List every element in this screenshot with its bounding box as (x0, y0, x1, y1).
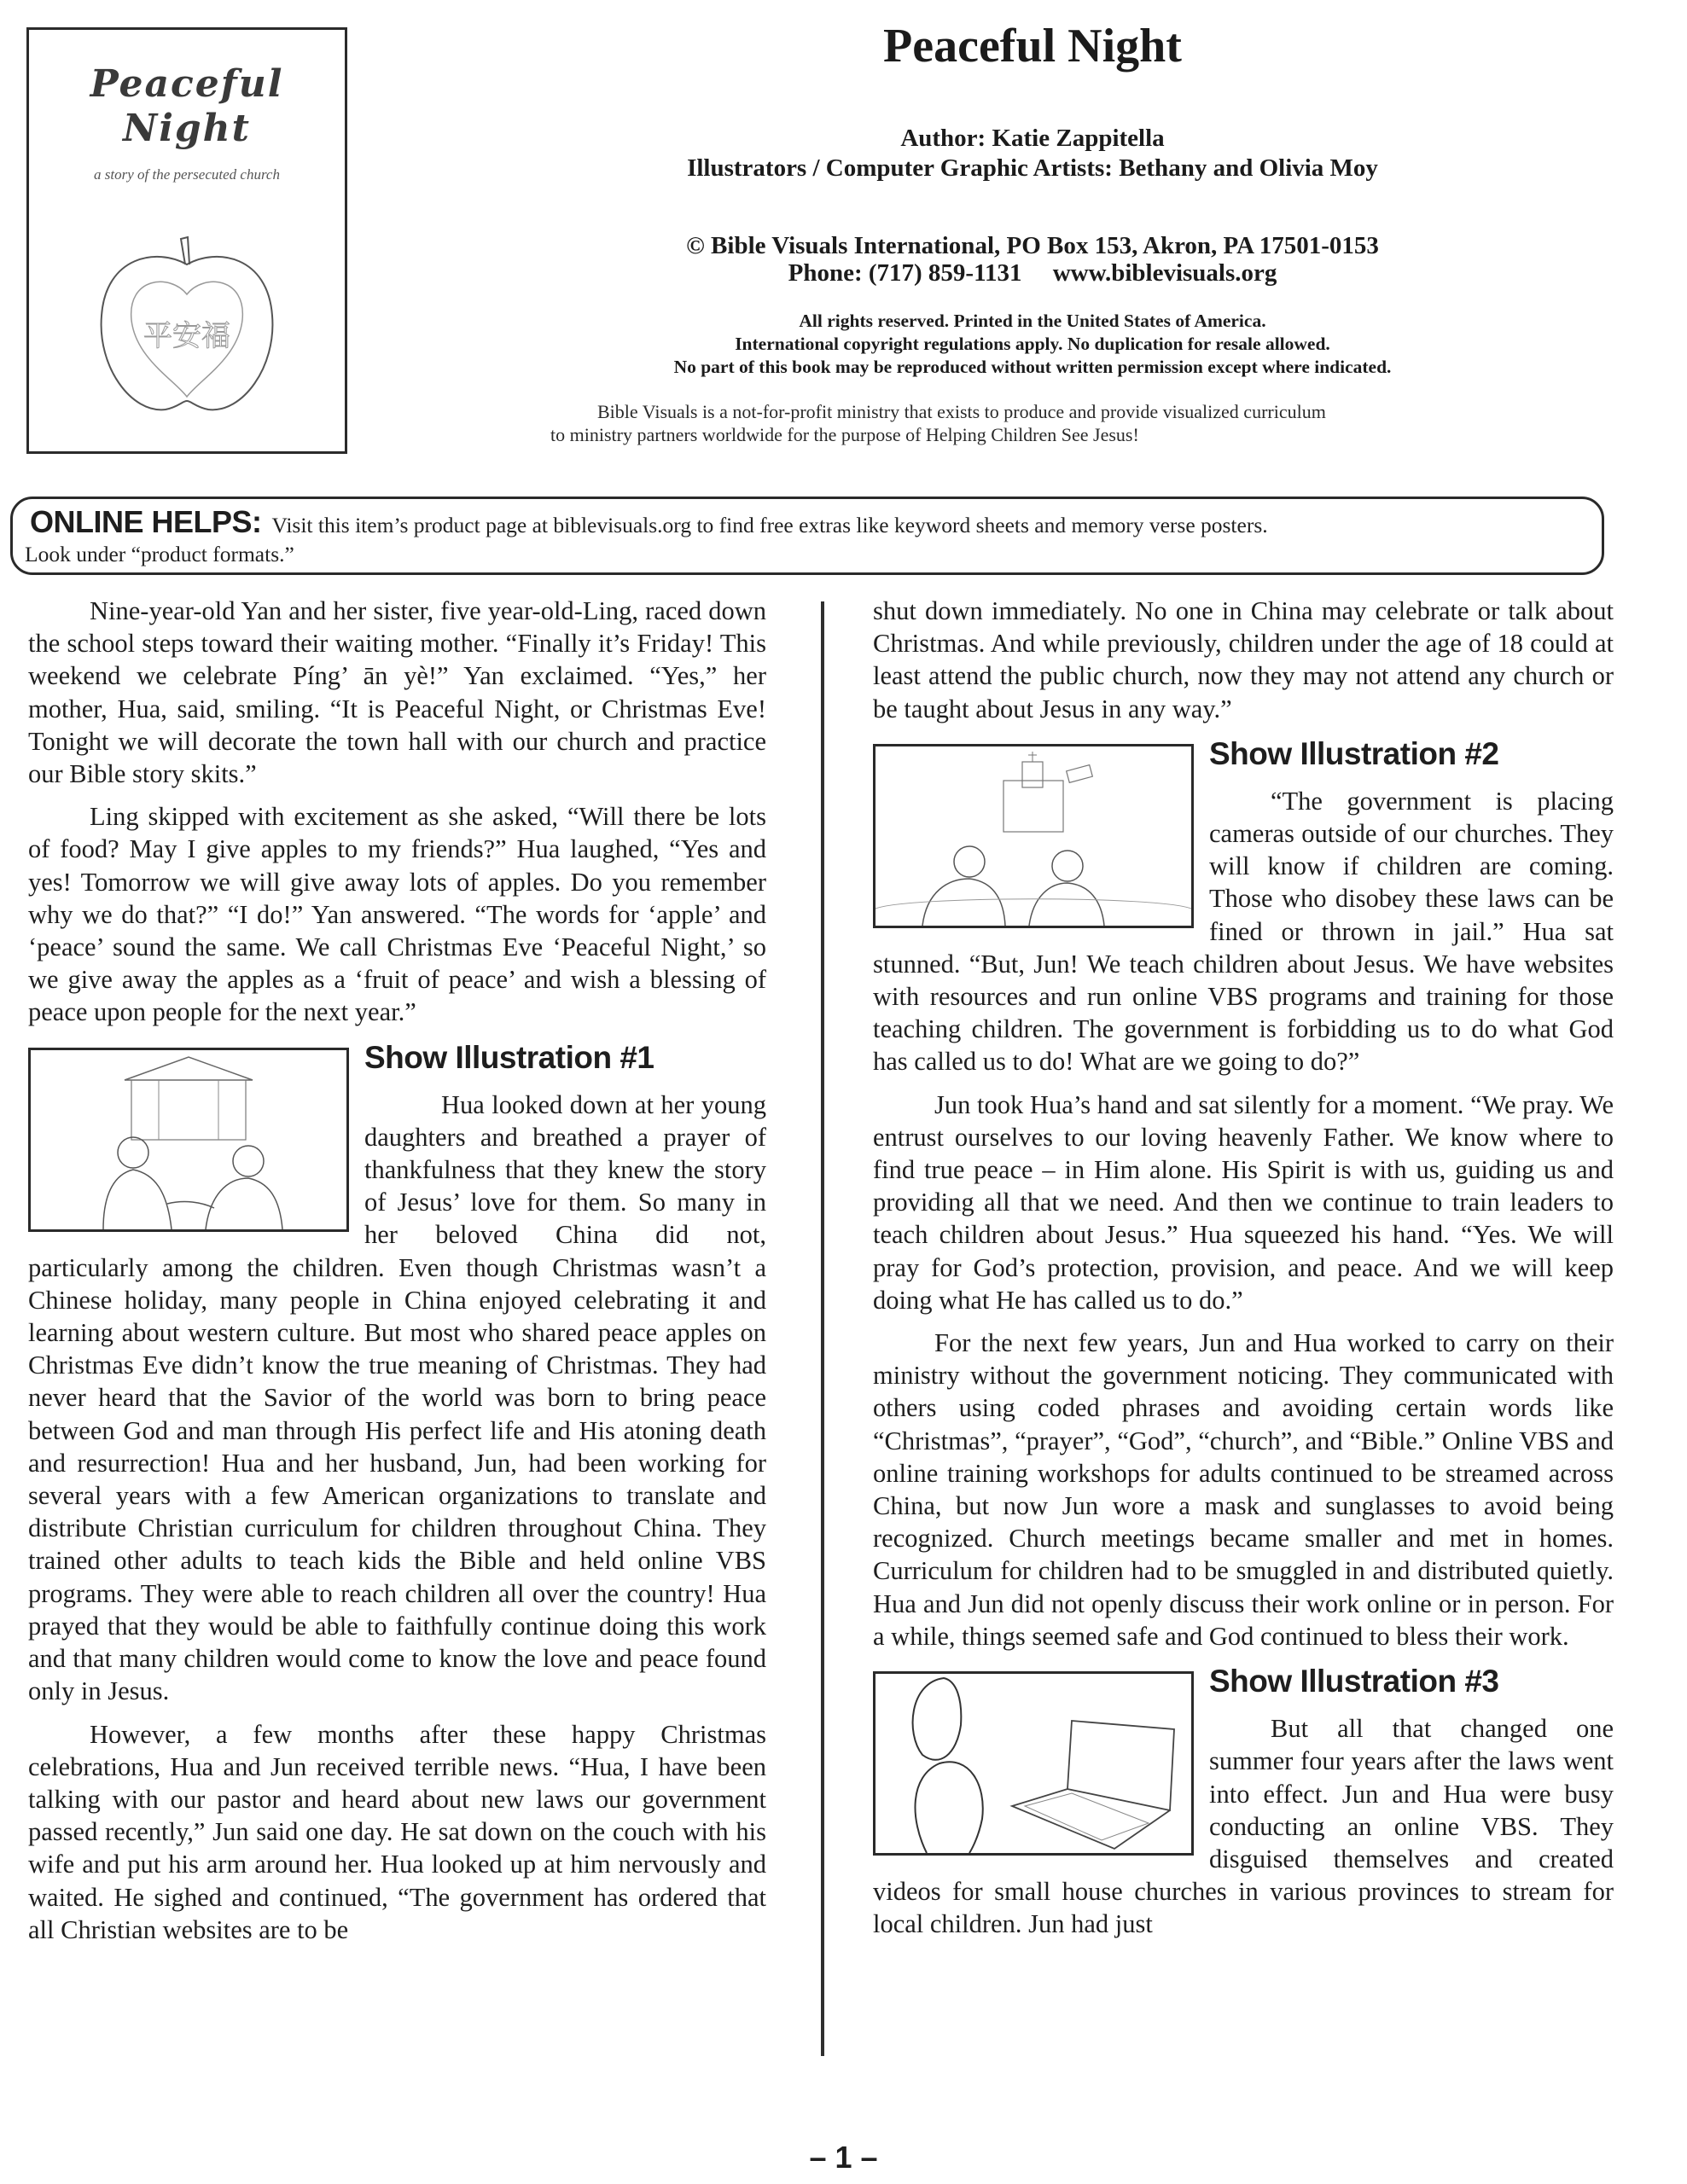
cover-title-line1: Peaceful (90, 62, 284, 106)
nativity-illustration-icon (31, 1050, 346, 1229)
illustration-3-block (873, 1663, 1614, 1950)
paragraph: However, a few months after these happy Christmas celebrations, Hua and Jun received terrible news. “Hua, I have been talking with our pastor and heard about new laws our government passed recently,” Jun said one day. He sat down on the couch with his wife and put his arm around her. Hua looked up at him nervously and waited. He sighed and continued, “The government has ordered that all Christian websites are to be (28, 1719, 766, 1944)
illustrators-line: Illustrators / Computer Graphic Artists: Bethany and Olivia Moy (687, 154, 1378, 182)
illustration-2-image (873, 744, 1194, 928)
rights-line-2: International copyright regulations apply. No duplication for resale allowed. (735, 334, 1330, 354)
rights-line-3: No part of this book may be reproduced without written permission except where indicated. (673, 357, 1392, 377)
author-line: Author: Katie Zappitella (900, 125, 1165, 152)
paragraph: shut down immediately. No one in China may celebrate or talk about Christmas. And while previously, children under the age of 18 could at least attend the public church, now they may not attend any church or be taught about Jesus in any way.” (873, 596, 1614, 723)
show-illustration-3-heading: Show Illustration #3 (1209, 1664, 1499, 1699)
paragraph: Jun took Hua’s hand and sat silently for a moment. “We pray. We entrust ourselves to our loving heavenly Father. We know where to find true peace – in Him alone. His Spirit is with us, guiding us and providing all that we need. And then we continue to train leaders to teach children about Jesus.” Hua squeezed his hand. “Yes. We will pray for God’s protection, provision, and peace. And we will keep doing what He has called us to do.” (873, 1089, 1614, 1315)
rights-line-1: All rights reserved. Printed in the United States of America. (799, 311, 1266, 331)
online-helps-box (10, 497, 1604, 575)
paragraph: Nine-year-old Yan and her sister, five year-old-Ling, raced down the school steps toward their waiting mother. “Finally it’s Friday! This weekend we celebrate Píng’ ān yè!” Yan exclaimed. “Yes,” her mother, Hua, said, smiling. “It is Peaceful Night, or Christmas Eve! Tonight we will decorate the town hall with our church and practice our Bible story skits.” (28, 596, 766, 789)
right-column (873, 595, 1614, 1951)
copyright-line: © Bible Visuals International, PO Box 153, Akron, PA 17501-0153 (686, 232, 1379, 259)
online-helps-text: Visit this item’s product page at biblevisuals.org to find free extras like keyword sheets and memory verse posters. (271, 513, 1268, 537)
cover-subtitle: a story of the persecuted church (94, 166, 280, 183)
online-helps-label: ONLINE HELPS: (30, 504, 262, 539)
illustration-2-block (873, 735, 1614, 1089)
page-number: – 1 – (809, 2140, 878, 2175)
show-illustration-1-heading: Show Illustration #1 (364, 1039, 654, 1075)
mission-line-2: to ministry partners worldwide for the purpose of Helping Children See Jesus! (550, 424, 1139, 445)
illustration-3-image (873, 1671, 1194, 1856)
cover-thumbnail (26, 27, 347, 454)
paragraph: Ling skipped with excitement as she asked, “Will there be lots of food? May I give apples to my friends?” Hua laughed, “Yes and yes! Tomorrow we will give away lots of apples. Do you remember why we do that?” “I do!” Yan answered. “The words for ‘apple’ and ‘peace’ sound the same. We call Christmas Eve ‘Peaceful Night,’ so we give away the apples as a ‘fruit of peace’ and wish a blessing of peace upon people for the next year.” (28, 802, 766, 1027)
paragraph: But all that changed one summer four years after the laws went into effect. Jun and Hua were busy conducting an online VBS. They disguised themselves and created videos for small house churches in various provinces to stream for local children. Jun had just (873, 1714, 1614, 1939)
apple-icon (89, 230, 285, 418)
paragraph: “The government is placing cameras outside of our churches. They will know if children are coming. Those who disobey these laws can be fined or thrown in jail.” Hua sat stunned. “But, Jun! We teach children about Jesus. We have websites with resources and run online VBS programs and training for those teaching children. The government is forbidding us to do what God has called us to do! What are we going to do?” (873, 786, 1614, 1077)
mission-line-1: Bible Visuals is a not-for-profit ministry that exists to produce and provide visualized curriculum (597, 401, 1326, 422)
show-illustration-2-heading: Show Illustration #2 (1209, 735, 1499, 771)
column-divider (821, 601, 824, 2056)
paragraph: Hua looked down at her young daughters and breathed a prayer of thankfulness that they knew the story of Jesus’ love for them. So many in her beloved China did not, particularly among the children. Even though Christmas wasn’t a Chinese holiday, many people in China enjoyed celebrating it and learning about western culture. But most who shared peace apples on Christmas Eve didn’t know the true meaning of Christmas. They had never heard that the Savior of the world was born to bring peace between God and man through His perfect life and His atoning death and resurrection! Hua and her husband, Jun, had been working for several years with a few American organizations to translate and distribute Christian curriculum for children throughout China. They trained other adults to teach kids the Bible and held online VBS programs. They were able to reach children all over the country! Hua prayed that they would be able to faithfully continue doing this work and that many children would come to know the love and peace found only in Jesus. (28, 1089, 766, 1706)
left-column (28, 595, 766, 1956)
illustration-1-block (28, 1039, 766, 1718)
illustration-1-image (28, 1048, 349, 1232)
page-title: Peaceful Night (883, 20, 1182, 73)
contact-line: Phone: (717) 859-1131 www.biblevisuals.org (788, 259, 1277, 287)
cover-title (29, 62, 345, 151)
church-camera-illustration-icon (875, 746, 1191, 926)
paragraph: For the next few years, Jun and Hua worked to carry on their ministry without the government noticing. They communicated with others using coded phrases and avoiding certain words like “Christmas”, “prayer”, “God”, “church”, and “Bible.” Online VBS and online training workshops for adults continued to be streamed across China, but now Jun wore a mask and sunglasses to avoid being recognized. Church meetings became smaller and met in homes. Curriculum for children had to be smuggled in and distributed quietly. Hua and Jun did not openly discuss their work online or in person. For a while, things seemed safe and God continued to bless their work. (873, 1328, 1614, 1651)
children-laptop-illustration-icon (875, 1674, 1191, 1853)
svg-text:平安福: 平安福 (143, 319, 230, 353)
cover-title-line2: Night (122, 107, 251, 150)
online-helps-text-2: Look under “product formats.” (25, 542, 294, 566)
